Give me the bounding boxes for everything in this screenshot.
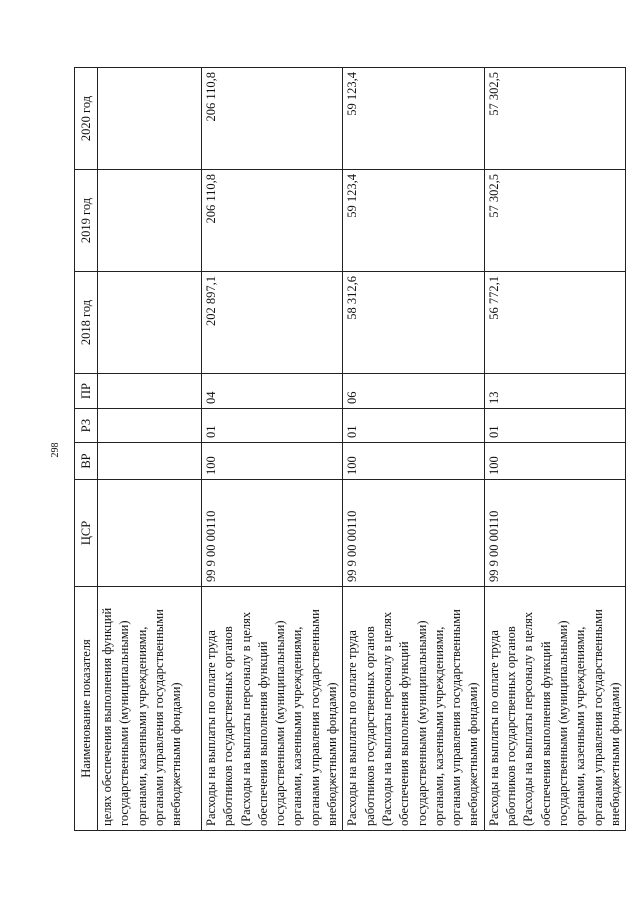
row-rz: 01 bbox=[343, 409, 484, 443]
header-row bbox=[75, 68, 98, 831]
header-csr: ЦСР bbox=[75, 480, 98, 587]
row-vr: 100 bbox=[343, 443, 484, 480]
page-number: 298 bbox=[50, 442, 61, 458]
row-2020: 59 123,4 bbox=[343, 68, 484, 170]
header-2019: 2019 год bbox=[75, 170, 98, 272]
row-csr: 99 9 00 00110 bbox=[484, 480, 625, 587]
row-csr: 99 9 00 00110 bbox=[202, 480, 343, 587]
row-pr: 13 bbox=[484, 374, 625, 409]
header-pr: ПР bbox=[75, 374, 98, 409]
header-name: Наименование показателя bbox=[75, 587, 98, 831]
row-2020: 57 302,5 bbox=[484, 68, 625, 170]
header-rz: РЗ bbox=[75, 409, 98, 443]
rotated-page-content bbox=[74, 68, 620, 831]
row-2019: 57 302,5 bbox=[484, 170, 625, 272]
table-row bbox=[343, 68, 484, 831]
row-name: Расходы на выплаты по оплате труда работников государственных органов (Расходы на выплаты персоналу в целях обеспечения выполнения функций государственными (муниципальными) органами, казенными учреждениями, органами управления государственными внебюджетными фондами) bbox=[202, 587, 343, 831]
header-2018: 2018 год bbox=[75, 272, 98, 374]
row-2018: 58 312,6 bbox=[343, 272, 484, 374]
row-csr bbox=[98, 480, 202, 587]
row-2018: 202 897,1 bbox=[202, 272, 343, 374]
row-vr: 100 bbox=[484, 443, 625, 480]
row-name: Расходы на выплаты по оплате труда работников государственных органов (Расходы на выплаты персоналу в целях обеспечения выполнения функций государственными (муниципальными) органами, казенными учреждениями, органами управления государственными внебюджетными фондами) bbox=[484, 587, 625, 831]
row-2020: 206 110,8 bbox=[202, 68, 343, 170]
row-vr: 100 bbox=[202, 443, 343, 480]
row-pr bbox=[98, 374, 202, 409]
row-2018: 56 772,1 bbox=[484, 272, 625, 374]
budget-table bbox=[74, 67, 626, 831]
header-2020: 2020 год bbox=[75, 68, 98, 170]
row-vr bbox=[98, 443, 202, 480]
row-2019 bbox=[98, 170, 202, 272]
row-name: Расходы на выплаты по оплате труда работников государственных органов (Расходы на выплаты персоналу в целях обеспечения выполнения функций государственными (муниципальными) органами, казенными учреждениями, органами управления государственными внебюджетными фондами) bbox=[343, 587, 484, 831]
row-pr: 06 bbox=[343, 374, 484, 409]
row-2020 bbox=[98, 68, 202, 170]
row-2019: 59 123,4 bbox=[343, 170, 484, 272]
row-rz: 01 bbox=[202, 409, 343, 443]
row-csr: 99 9 00 00110 bbox=[343, 480, 484, 587]
row-2018 bbox=[98, 272, 202, 374]
table-row bbox=[98, 68, 202, 831]
row-pr: 04 bbox=[202, 374, 343, 409]
row-name: целях обеспечения выполнения функций государственными (муниципальными) органами, казенными учреждениями, органами управления государственными внебюджетными фондами) bbox=[98, 587, 202, 831]
row-rz bbox=[98, 409, 202, 443]
table-row bbox=[202, 68, 343, 831]
table-row bbox=[484, 68, 625, 831]
row-rz: 01 bbox=[484, 409, 625, 443]
row-2019: 206 110,8 bbox=[202, 170, 343, 272]
header-vr: ВР bbox=[75, 443, 98, 480]
